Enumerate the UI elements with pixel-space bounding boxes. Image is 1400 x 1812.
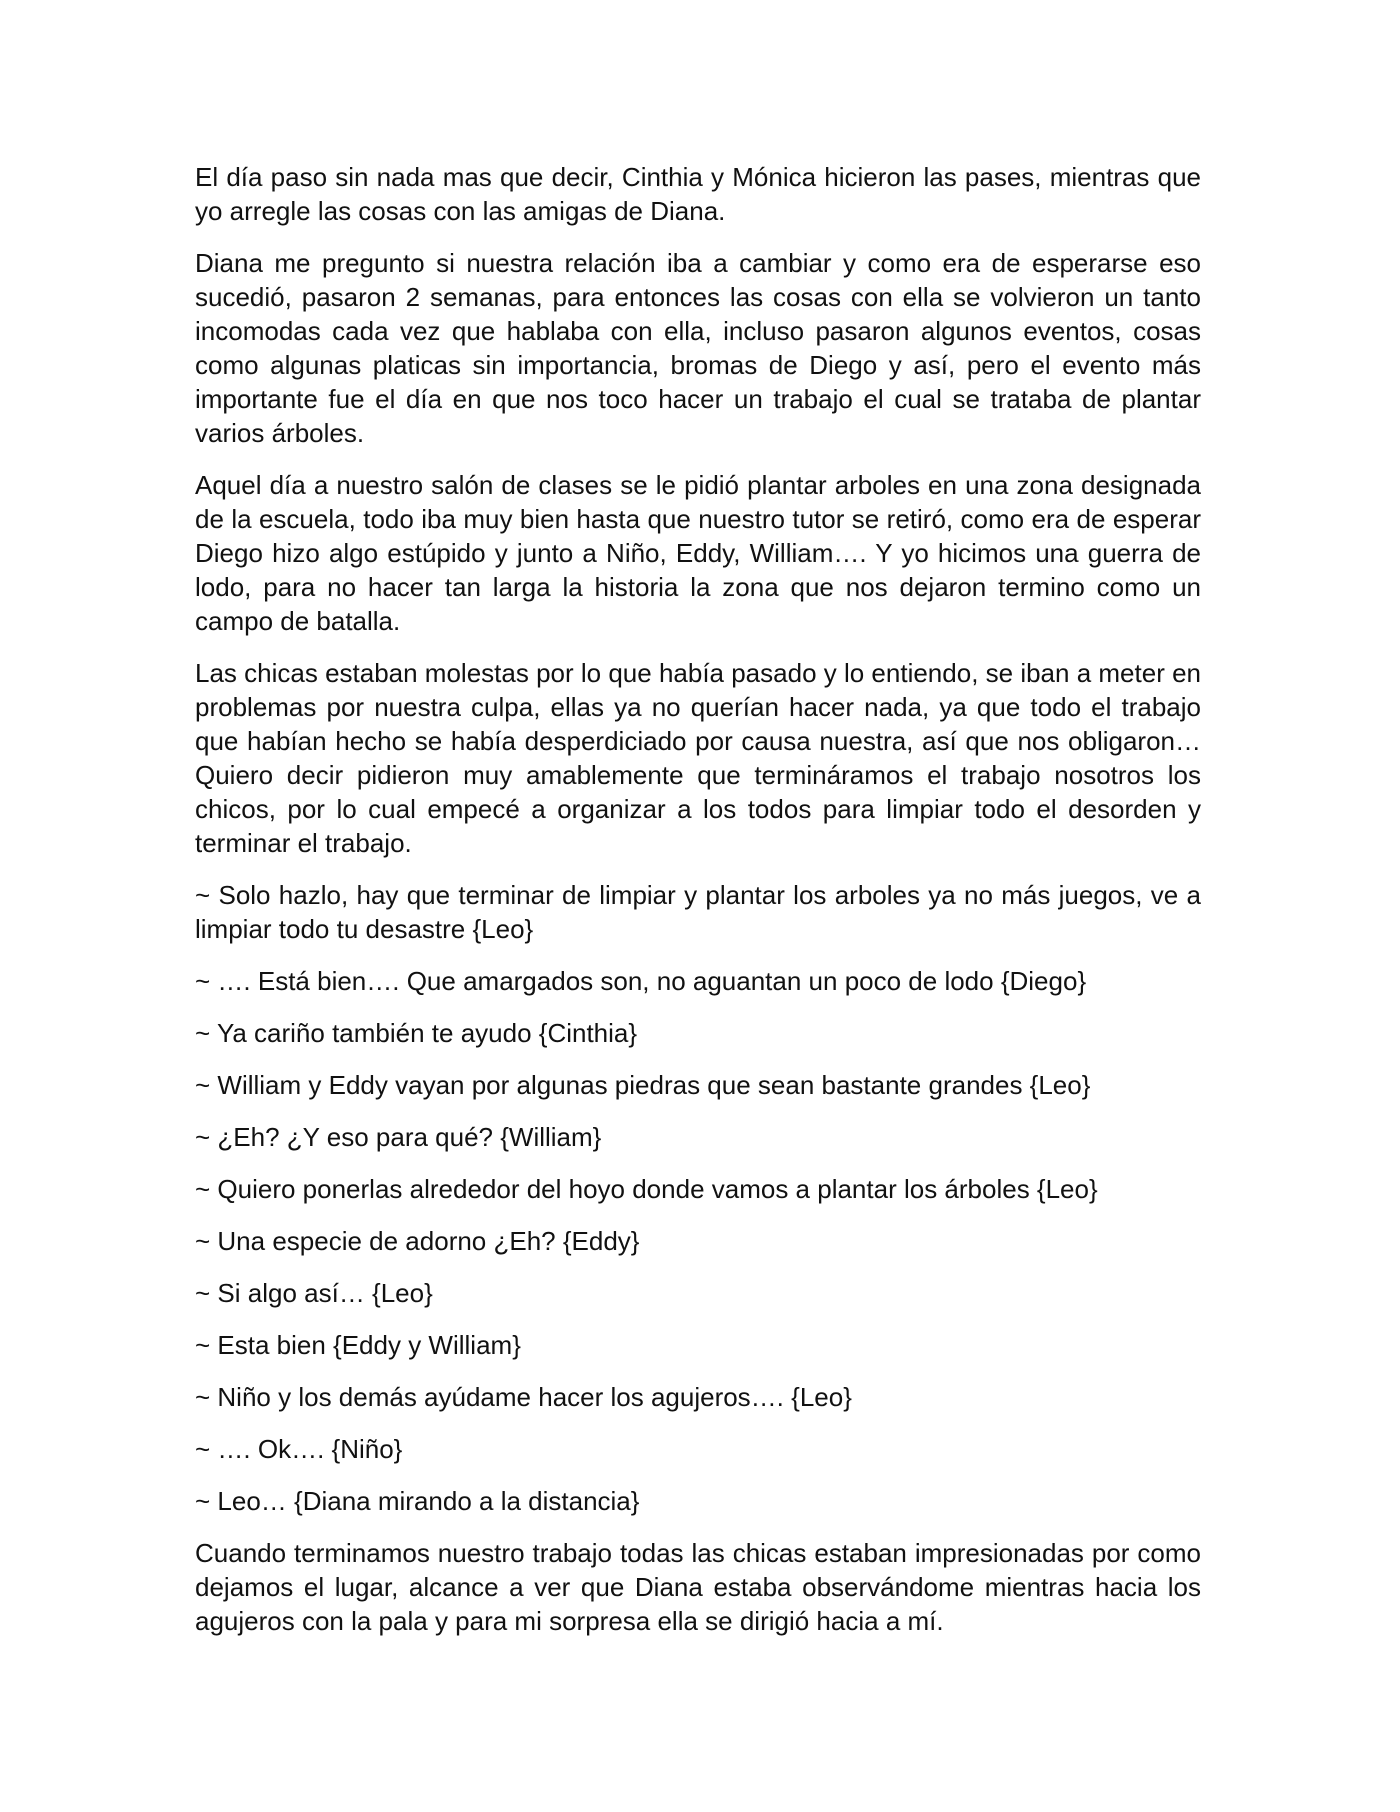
document-page [195,160,1201,1656]
dialogue-line-3: ~ Ya cariño también te ayudo {Cinthia} [195,1018,638,1048]
paragraph-2: Diana me pregunto si nuestra relación iba a cambiar y como era de esperarse eso sucedió, pasaron 2 semanas, para entonces las cosas con ella se volvieron un tanto incomodas cada vez que hablaba con ella, incluso pasaron algunos eventos, cosas como algunas platicas sin importancia, bromas de Diego y así, pero el evento más importante fue el día en que nos toco hacer un trabajo el cual se trataba de plantar varios árboles. [195,248,1201,448]
dialogue-line-10: ~ Niño y los demás ayúdame hacer los agujeros…. {Leo} [195,1382,852,1412]
paragraph-5: Cuando terminamos nuestro trabajo todas las chicas estaban impresionadas por como dejamos el lugar, alcance a ver que Diana estaba observándome mientras hacia los agujeros con la pala y para mi sorpresa ella se dirigió hacia a mí. [195,1538,1201,1636]
dialogue-line-9: ~ Esta bien {Eddy y William} [195,1330,521,1360]
paragraph-1: El día paso sin nada mas que decir, Cinthia y Mónica hicieron las pases, mientras que yo arregle las cosas con las amigas de Diana. [195,162,1201,226]
dialogue-line-6: ~ Quiero ponerlas alrededor del hoyo donde vamos a plantar los árboles {Leo} [195,1174,1098,1204]
paragraph-3: Aquel día a nuestro salón de clases se le pidió plantar arboles en una zona designada de la escuela, todo iba muy bien hasta que nuestro tutor se retiró, como era de esperar Diego hizo algo estúpido y junto a Niño, Eddy, William…. Y yo hicimos una guerra de lodo, para no hacer tan larga la historia la zona que nos dejaron termino como un campo de batalla. [195,470,1201,636]
dialogue-line-11: ~ …. Ok…. {Niño} [195,1434,403,1464]
dialogue-line-4: ~ William y Eddy vayan por algunas piedras que sean bastante grandes {Leo} [195,1070,1091,1100]
dialogue-line-1: ~ Solo hazlo, hay que terminar de limpiar y plantar los arboles ya no más juegos, ve a limpiar todo tu desastre {Leo} [195,880,1201,944]
dialogue-line-8: ~ Si algo así… {Leo} [195,1278,433,1308]
dialogue-line-12: ~ Leo… {Diana mirando a la distancia} [195,1486,640,1516]
paragraph-4: Las chicas estaban molestas por lo que había pasado y lo entiendo, se iban a meter en problemas por nuestra culpa, ellas ya no querían hacer nada, ya que todo el trabajo que habían hecho se había desperdiciado por causa nuestra, así que nos obligaron… Quiero decir pidieron muy amablemente que termináramos el trabajo nosotros los chicos, por lo cual empecé a organizar a los todos para limpiar todo el desorden y terminar el trabajo. [195,658,1201,858]
dialogue-line-5: ~ ¿Eh? ¿Y eso para qué? {William} [195,1122,602,1152]
dialogue-line-7: ~ Una especie de adorno ¿Eh? {Eddy} [195,1226,640,1256]
dialogue-line-2: ~ …. Está bien…. Que amargados son, no aguantan un poco de lodo {Diego} [195,966,1087,996]
